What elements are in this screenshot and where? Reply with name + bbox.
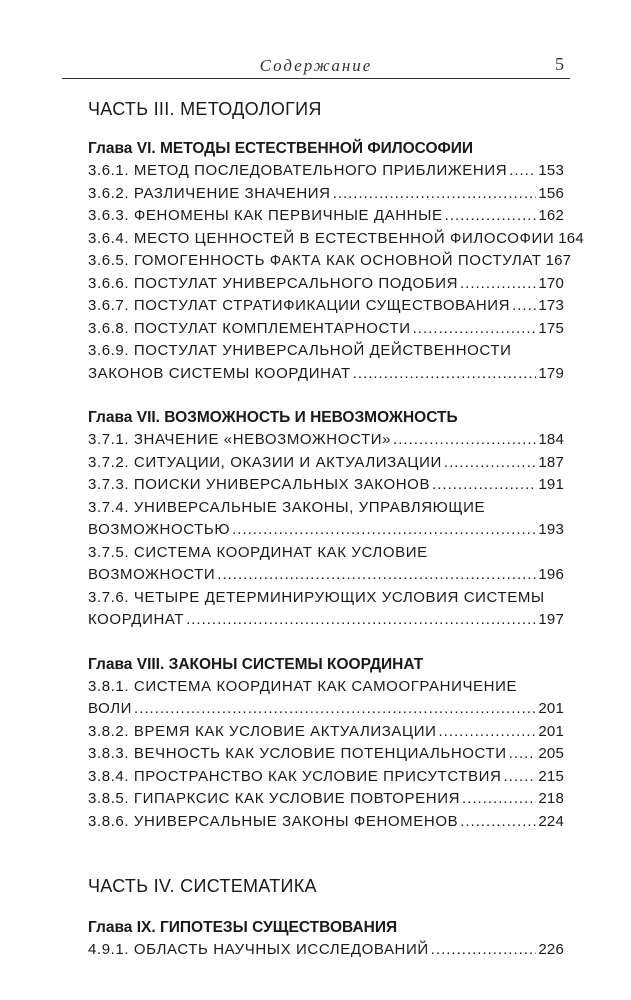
- entry-title-line: 3.7.4. УНИВЕРСАЛЬНЫЕ ЗАКОНЫ, УПРАВЛЯЮЩИЕ: [88, 498, 486, 516]
- dot-leader: [353, 363, 537, 386]
- dot-leader: [413, 318, 537, 341]
- dot-leader: [431, 939, 537, 962]
- entry-title: 3.6.1. МЕТОД ПОСЛЕДОВАТЕЛЬНОГО ПРИБЛИЖЕНИЯ: [88, 162, 508, 179]
- entry-page-number: 193: [538, 521, 564, 538]
- toc-entry: [88, 676, 564, 721]
- chapter-title: Глава IX. ГИПОТЕЗЫ СУЩЕСТВОВАНИЯ: [88, 919, 398, 936]
- toc-entry-line: [88, 939, 564, 962]
- toc-entry: [88, 452, 564, 475]
- toc-entry-line: [88, 743, 564, 766]
- toc-entry: [88, 788, 564, 811]
- toc-entry: [88, 273, 564, 296]
- toc-entry: [88, 429, 564, 452]
- entry-title: ВОЛИ: [88, 700, 133, 717]
- entry-page-number: 162: [538, 207, 564, 224]
- entry-page-number: 226: [538, 941, 564, 958]
- toc-entry-line: [88, 474, 564, 497]
- entry-title: 3.7.1. ЗНАЧЕНИЕ «НЕВОЗМОЖНОСТИ»: [88, 431, 392, 448]
- toc-entry: [88, 939, 564, 962]
- entry-title: 3.6.3. ФЕНОМЕНЫ КАК ПЕРВИЧНЫЕ ДАННЫЕ: [88, 207, 443, 224]
- entry-title: 3.8.6. УНИВЕРСАЛЬНЫЕ ЗАКОНЫ ФЕНОМЕНОВ: [88, 812, 459, 830]
- toc-entry: [88, 811, 564, 834]
- toc-entry-line: [88, 160, 564, 183]
- entry-title: 3.6.6. ПОСТУЛАТ УНИВЕРСАЛЬНОГО ПОДОБИЯ: [88, 274, 459, 292]
- entry-page-number: 167: [545, 252, 572, 269]
- toc-entry: [88, 497, 564, 542]
- dot-leader: [460, 273, 536, 296]
- toc-entry-line: [88, 564, 564, 587]
- entry-title: 3.6.8. ПОСТУЛАТ КОМПЛЕМЕНТАРНОСТИ: [88, 319, 411, 337]
- chapter-title: Глава VIII. ЗАКОНЫ СИСТЕМЫ КООРДИНАТ: [88, 655, 424, 673]
- entry-title: ЗАКОНОВ СИСТЕМЫ КООРДИНАТ: [88, 364, 351, 382]
- entry-title: 3.6.5. ГОМОГЕННОСТЬ ФАКТА КАК ОСНОВНОЙ ПОСТУЛАТ: [88, 252, 542, 269]
- dot-leader: [134, 698, 536, 721]
- entry-page-number: 164: [558, 229, 584, 247]
- toc-entry-line: [88, 766, 564, 789]
- dot-leader: [445, 205, 537, 228]
- dot-leader: [444, 452, 536, 475]
- dot-leader: [232, 519, 536, 542]
- entry-title: 3.6.2. РАЗЛИЧЕНИЕ ЗНАЧЕНИЯ: [88, 184, 331, 202]
- entry-page-number: 179: [538, 364, 564, 382]
- entry-page-number: 153: [538, 162, 564, 179]
- running-header: [62, 56, 570, 79]
- chapter-title: Глава VI. МЕТОДЫ ЕСТЕСТВЕННОЙ ФИЛОСОФИИ: [88, 140, 474, 157]
- entry-title: 3.8.5. ГИПАРКСИС КАК УСЛОВИЕ ПОВТОРЕНИЯ: [88, 790, 461, 807]
- toc-entry: [88, 250, 572, 273]
- entry-title-line: 3.7.6. ЧЕТЫРЕ ДЕТЕРМИНИРУЮЩИХ УСЛОВИЯ СИСТЕМЫ: [88, 588, 545, 606]
- entry-page-number: 184: [538, 431, 564, 448]
- toc-entry-line: [88, 318, 564, 341]
- dot-leader: [504, 766, 537, 789]
- toc-entry-line: [88, 519, 564, 542]
- toc-entry: [88, 228, 584, 251]
- toc-entry-line: [88, 273, 564, 296]
- toc-entry-line: [88, 811, 564, 834]
- dot-leader: [186, 609, 536, 632]
- dot-leader: [393, 429, 536, 452]
- toc-entry-line: [88, 788, 564, 811]
- entry-title: 4.9.1. ОБЛАСТЬ НАУЧНЫХ ИССЛЕДОВАНИЙ: [88, 941, 429, 958]
- part-title: ЧАСТЬ IV. СИСТЕМАТИКА: [88, 876, 317, 896]
- entry-title-line: 3.6.9. ПОСТУЛАТ УНИВЕРСАЛЬНОЙ ДЕЙСТВЕННОСТИ: [88, 342, 512, 359]
- toc-entry-line: [88, 183, 564, 206]
- toc-entry-line: [88, 698, 564, 721]
- toc-entry-line: [88, 609, 564, 632]
- toc-entry-line: [88, 295, 564, 318]
- entry-title: ВОЗМОЖНОСТИ: [88, 566, 216, 583]
- entry-title-line: 3.7.5. СИСТЕМА КООРДИНАТ КАК УСЛОВИЕ: [88, 543, 428, 561]
- entry-page-number: 196: [538, 566, 564, 583]
- entry-title: ВОЗМОЖНОСТЬЮ: [88, 521, 231, 538]
- toc-entry: [88, 295, 564, 318]
- toc-entry-line: [88, 721, 564, 744]
- entry-title: 3.7.3. ПОИСКИ УНИВЕРСАЛЬНЫХ ЗАКОНОВ: [88, 476, 431, 493]
- dot-leader: [512, 295, 536, 318]
- entry-page-number: 224: [538, 812, 564, 830]
- toc-entry-line: [88, 452, 564, 475]
- toc-entry: [88, 205, 564, 228]
- chapter-title: Глава VII. ВОЗМОЖНОСТЬ И НЕВОЗМОЖНОСТЬ: [88, 409, 458, 426]
- entry-title-line: 3.8.1. СИСТЕМА КООРДИНАТ КАК САМООГРАНИЧЕНИЕ: [88, 677, 518, 695]
- toc-entry-line: [88, 429, 564, 452]
- dot-leader: [217, 564, 536, 587]
- toc-entry-line: [88, 228, 584, 251]
- toc-entry-line: [88, 363, 564, 386]
- entry-page-number: 173: [538, 297, 564, 314]
- entry-page-number: 175: [538, 319, 564, 337]
- entry-page-number: 191: [538, 476, 564, 493]
- dot-leader: [333, 183, 537, 206]
- toc-entry-line: [88, 250, 572, 273]
- entry-page-number: 170: [538, 274, 564, 292]
- entry-page-number: 205: [538, 745, 564, 762]
- entry-page-number: 156: [538, 184, 564, 202]
- toc-entry: [88, 587, 564, 632]
- entry-title: 3.6.4. МЕСТО ЦЕННОСТЕЙ В ЕСТЕСТВЕННОЙ ФИЛОСОФИИ: [88, 229, 555, 247]
- entry-page-number: 187: [538, 453, 564, 471]
- header-title: Содержание: [259, 56, 373, 75]
- toc-entry: [88, 721, 564, 744]
- entry-title: 3.8.3. ВЕЧНОСТЬ КАК УСЛОВИЕ ПОТЕНЦИАЛЬНОСТИ: [88, 745, 507, 762]
- entry-title: 3.8.4. ПРОСТРАНСТВО КАК УСЛОВИЕ ПРИСУТСТВИЯ: [88, 767, 502, 785]
- entry-title: 3.7.2. СИТУАЦИИ, ОКАЗИИ И АКТУАЛИЗАЦИИ: [88, 453, 442, 471]
- entry-title: 3.8.2. ВРЕМЯ КАК УСЛОВИЕ АКТУАЛИЗАЦИИ: [88, 722, 437, 740]
- toc-entry: [88, 160, 564, 183]
- entry-page-number: 201: [538, 700, 564, 717]
- entry-page-number: 197: [538, 611, 564, 628]
- dot-leader: [509, 160, 536, 183]
- toc-entry: [88, 318, 564, 341]
- dot-leader: [509, 743, 537, 766]
- toc-entry-line: [88, 205, 564, 228]
- dot-leader: [432, 474, 536, 497]
- table-of-contents: [88, 96, 584, 962]
- toc-entry: [88, 340, 564, 385]
- toc-entry: [88, 474, 564, 497]
- entry-page-number: 218: [538, 790, 564, 807]
- dot-leader: [460, 811, 536, 834]
- part-title: ЧАСТЬ III. МЕТОДОЛОГИЯ: [88, 99, 322, 119]
- toc-entry: [88, 183, 564, 206]
- toc-entry: [88, 542, 564, 587]
- toc-entry: [88, 743, 564, 766]
- toc-entry: [88, 766, 564, 789]
- entry-title: 3.6.7. ПОСТУЛАТ СТРАТИФИКАЦИИ СУЩЕСТВОВАНИЯ: [88, 297, 511, 314]
- entry-title: КООРДИНАТ: [88, 611, 185, 628]
- dot-leader: [462, 788, 536, 811]
- dot-leader: [439, 721, 537, 744]
- entry-page-number: 215: [538, 767, 564, 785]
- page-number: 5: [555, 54, 564, 74]
- entry-page-number: 201: [538, 722, 564, 740]
